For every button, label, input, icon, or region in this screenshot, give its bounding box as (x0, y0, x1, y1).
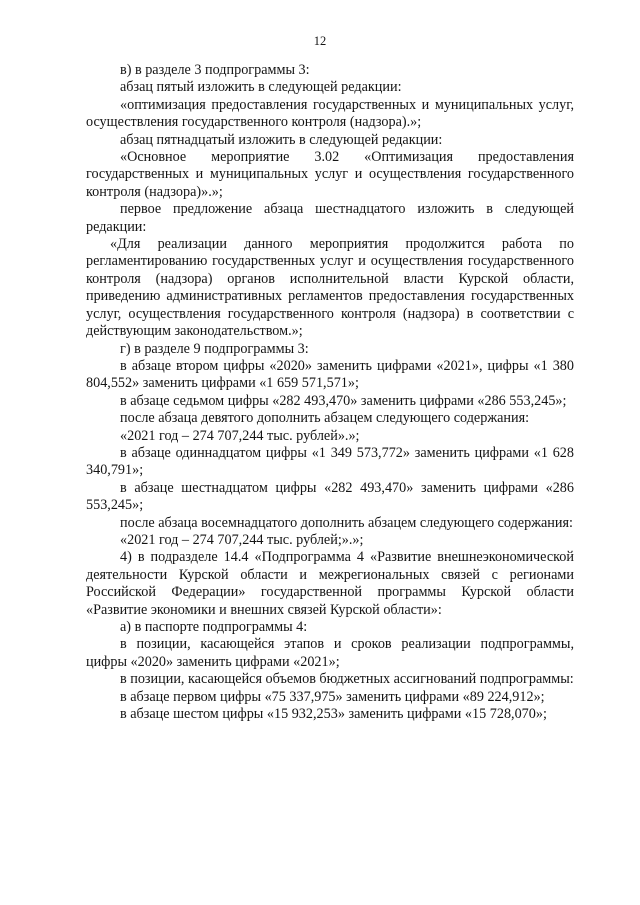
page-number: 12 (313, 34, 327, 48)
paragraph: «Основное мероприятие 3.02 «Оптимизация предоставления государственных и муниципальных услуг и осуществления государственного контроля (надзора)».»; (86, 149, 574, 200)
paragraph: после абзаца девятого дополнить абзацем следующего содержания: (120, 410, 530, 427)
paragraph: в позиции, касающейся этапов и сроков реализации подпрограммы, цифры «2020» заменить цифрами «2021»; (86, 636, 574, 670)
paragraph: в абзаце седьмом цифры «282 493,470» заменить цифрами «286 553,245»; (120, 392, 567, 409)
paragraph: в абзаце первом цифры «75 337,975» заменить цифрами «89 224,912»; (120, 688, 545, 705)
paragraph: абзац пятый изложить в следующей редакции: (120, 79, 402, 96)
paragraph: в абзаце шестнадцатом цифры «282 493,470» заменить цифрами «286 553,245»; (86, 479, 574, 514)
paragraph: «2021 год – 274 707,244 тыс. рублей».»; (120, 427, 360, 444)
paragraph: первое предложение абзаца шестнадцатого изложить в следующей редакции: (86, 201, 574, 235)
paragraph: после абзаца восемнадцатого дополнить абзацем следующего содержания: (120, 514, 573, 531)
paragraph: «оптимизация предоставления государственных и муниципальных услуг, осуществления государственного контроля (надзора).»; (86, 96, 574, 131)
document-body (86, 62, 574, 723)
paragraph: в) в разделе 3 подпрограммы 3: (120, 62, 310, 78)
paragraph: «Для реализации данного мероприятия продолжится работа по регламентированию государственных услуг и осуществления государственного контроля (надзора) органов исполнительной власти Курской области, приведению административных регламентов предоставления государственных услуг, осуществления государственного контроля (надзора) в соответствии с действующим законодательством.»; (86, 236, 574, 340)
paragraph: г) в разделе 9 подпрограммы 3: (120, 340, 309, 357)
paragraph: в абзаце одиннадцатом цифры «1 349 573,772» заменить цифрами «1 628 340,791»; (86, 444, 574, 479)
paragraph: в абзаце втором цифры «2020» заменить цифрами «2021», цифры «1 380 804,552» заменить цифрами «1 659 571,571»; (86, 357, 574, 392)
paragraph: абзац пятнадцатый изложить в следующей редакции: (120, 131, 443, 148)
paragraph: 4) в подразделе 14.4 «Подпрограмма 4 «Развитие внешнеэкономической деятельности Курской области и межрегиональных связей с регионами Российской Федерации» государственной программы Курской области «Развитие экономики и внешних связей Курской области»: (86, 549, 574, 618)
paragraph: а) в паспорте подпрограммы 4: (120, 619, 308, 635)
paragraph: в абзаце шестом цифры «15 932,253» заменить цифрами «15 728,070»; (120, 706, 547, 723)
paragraph: «2021 год – 274 707,244 тыс. рублей;».»; (120, 531, 364, 548)
paragraph: в позиции, касающейся объемов бюджетных ассигнований подпрограммы: (120, 671, 574, 688)
